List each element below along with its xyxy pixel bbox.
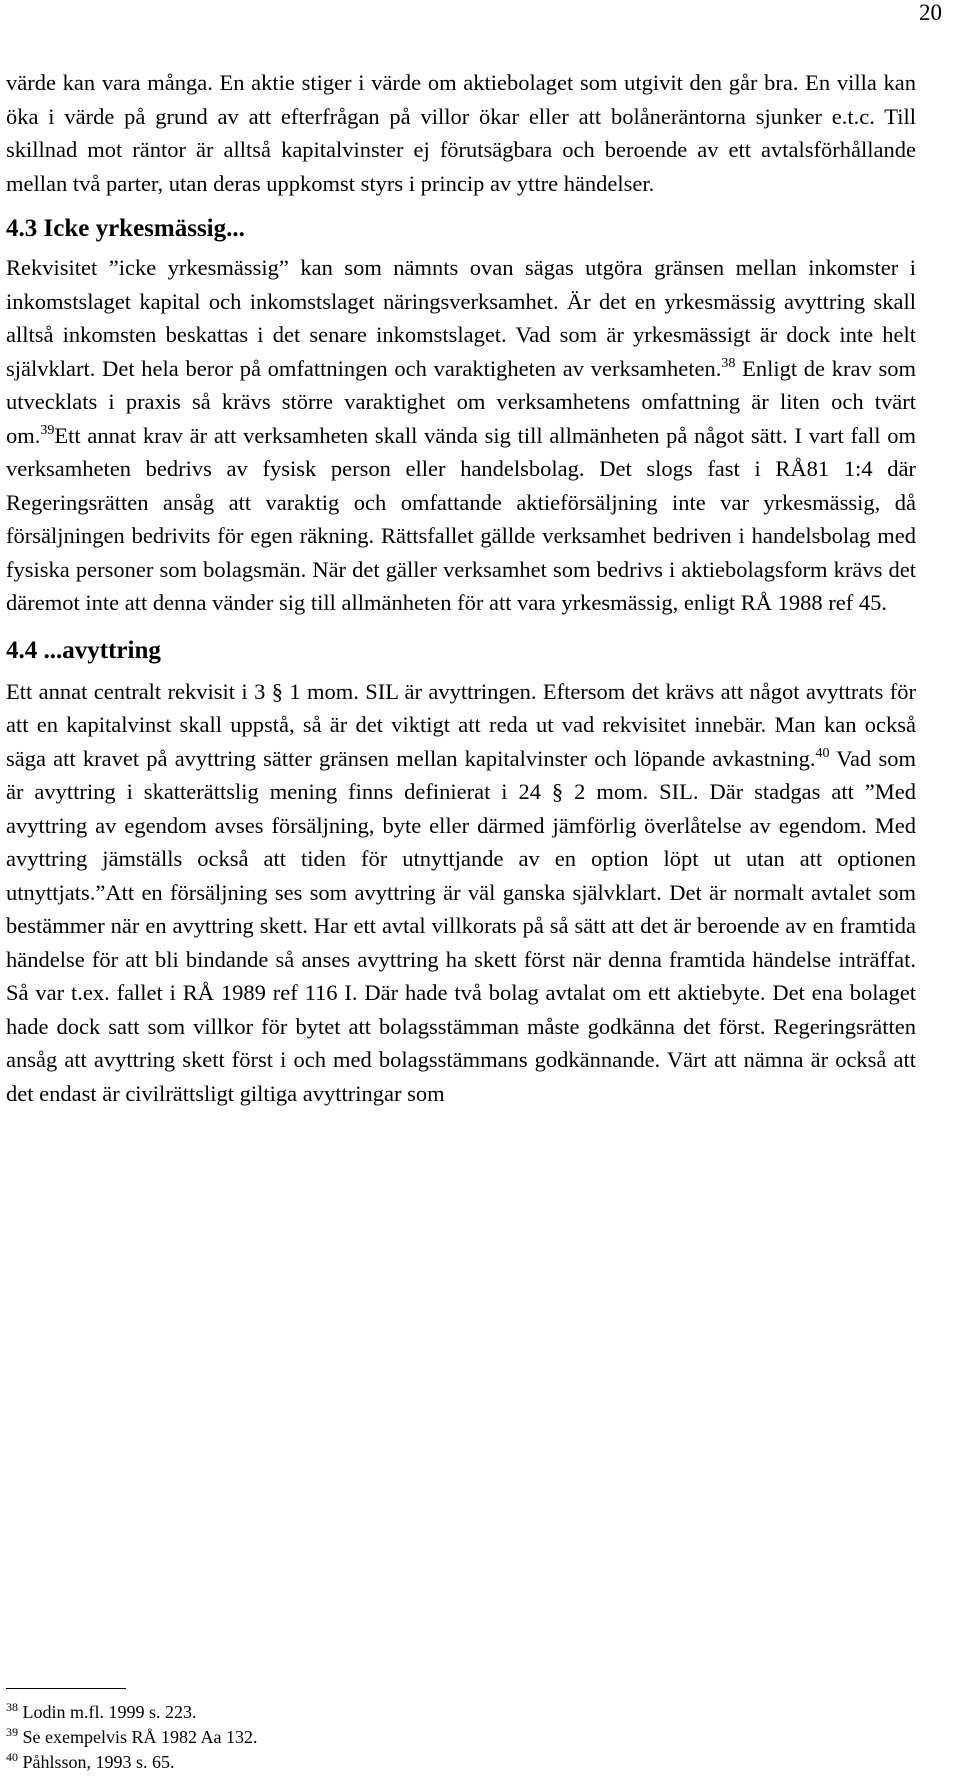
footnote-39: [6, 1725, 257, 1750]
paragraph-text: Vad som är avyttring i skatterättslig mening finns definierat i 24 § 2 mom. SIL. Där stadgas att ”Med avyttring av egendom avses försäljning, byte eller därmed jämförlig överlåtelse av egendom. Med avyttring jämställs också att tiden för utnyttjande av en option löpt ut utan att optionen utnyttjats.”Att en försäljning ses som avyttring är väl ganska självklart. Det är normalt avtalet som bestämmer när en avyttring skett. Har ett avtal villkorats på så sätt att det är beroende av en framtida händelse för att bli bindande så anses avyttring ha skett först när denna framtida händelse inträffat. Så var t.ex. fallet i RÅ 1989 ref 116 I. Där hade två bolag avtalat om ett aktiebyte. Det ena bolaget hade dock satt som villkor för bytet att bolagsstämman måste godkänna det först. Regeringsrätten ansåg att avyttring skett först i och med bolagsstämmans godkännande. Värt att nämna är också att det endast är civilrättsligt giltiga avyttringar som: [6, 745, 916, 1106]
intro-paragraph: värde kan vara många. En aktie stiger i värde om aktiebolaget som utgivit den går bra. En villa kan öka i värde på grund av att efterfrågan på villor ökar eller att bolåneräntorna sjunker e.t.c. Till skillnad mot räntor är alltså kapitalvinster ej förutsägbara och beroende av ett avtalsförhållande mellan två parter, utan deras uppkomst styrs i princip av yttre händelser.: [6, 70, 916, 196]
footnote-ref-40[interactable]: 40: [815, 745, 830, 761]
paragraph-text: Enligt de krav som utvecklats i praxis så krävs större varaktighet om verksamhetens omfattning är liten och tvärt om.: [6, 355, 916, 448]
footnote-38: [6, 1700, 257, 1725]
paragraph-text: Ett annat krav är att verksamheten skall vända sig till allmänheten på något sätt. I vart fall om verksamheten bedrivs av fysisk person eller handelsbolag. Det slogs fast i RÅ81 1:4 där Regeringsrätten ansåg att varaktig och omfattande aktieförsäljning inte var yrkesmässig, då försäljningen bedrivits för egen räkning. Rättsfallet gällde verksamhet bedriven i handelsbolag med fysiska personer som bolagsmän. När det gäller verksamhet som bedrivs i aktiebolagsform krävs det däremot inte att denna vänder sig till allmänheten för att vara yrkesmässig, enligt RÅ 1988 ref 45.: [6, 422, 916, 615]
footnotes: [6, 1700, 257, 1775]
footnote-40: [6, 1750, 257, 1775]
footnote-number: 40: [6, 1750, 18, 1764]
section-heading-4-4: 4.4 ...avyttring: [6, 636, 161, 664]
footnote-text: Påhlsson, 1993 s. 65.: [22, 1752, 175, 1772]
footnote-number: 38: [6, 1700, 18, 1714]
page-number: 20: [919, 0, 942, 25]
footnote-text: Se exempelvis RÅ 1982 Aa 132.: [22, 1727, 258, 1747]
footnote-ref-38[interactable]: 38: [721, 355, 736, 371]
footnote-number: 39: [6, 1725, 18, 1739]
footnote-ref-39[interactable]: 39: [40, 422, 55, 438]
footnote-text: Lodin m.fl. 1999 s. 223.: [22, 1702, 197, 1722]
section-4-4-paragraph: [6, 675, 916, 1111]
paragraph-text: Ett annat centralt rekvisit i 3 § 1 mom. SIL är avyttringen. Eftersom det krävs att något avyttrats för att en kapitalvinst skall uppstå, så är det viktigt att reda ut vad rekvisitet innebär. Man kan också säga att kravet på avyttring sätter gränsen mellan kapitalvinster och löpande avkastning.: [6, 678, 916, 771]
section-heading-4-3: 4.3 Icke yrkesmässig...: [6, 215, 245, 242]
body-text: [6, 66, 916, 1110]
footnote-divider: [6, 1688, 126, 1689]
paragraph-text: Rekvisitet ”icke yrkesmässig” kan som nämnts ovan sägas utgöra gränsen mellan inkomster i inkomstslaget kapital och inkomstslaget näringsverksamhet. Är det en yrkesmässig avyttring skall alltså inkomsten beskattas i det senare inkomstslaget. Vad som är yrkesmässigt är dock inte helt självklart. Det hela beror på omfattningen och varaktigheten av verksamheten.: [6, 255, 916, 381]
section-4-3-paragraph: [6, 251, 916, 620]
